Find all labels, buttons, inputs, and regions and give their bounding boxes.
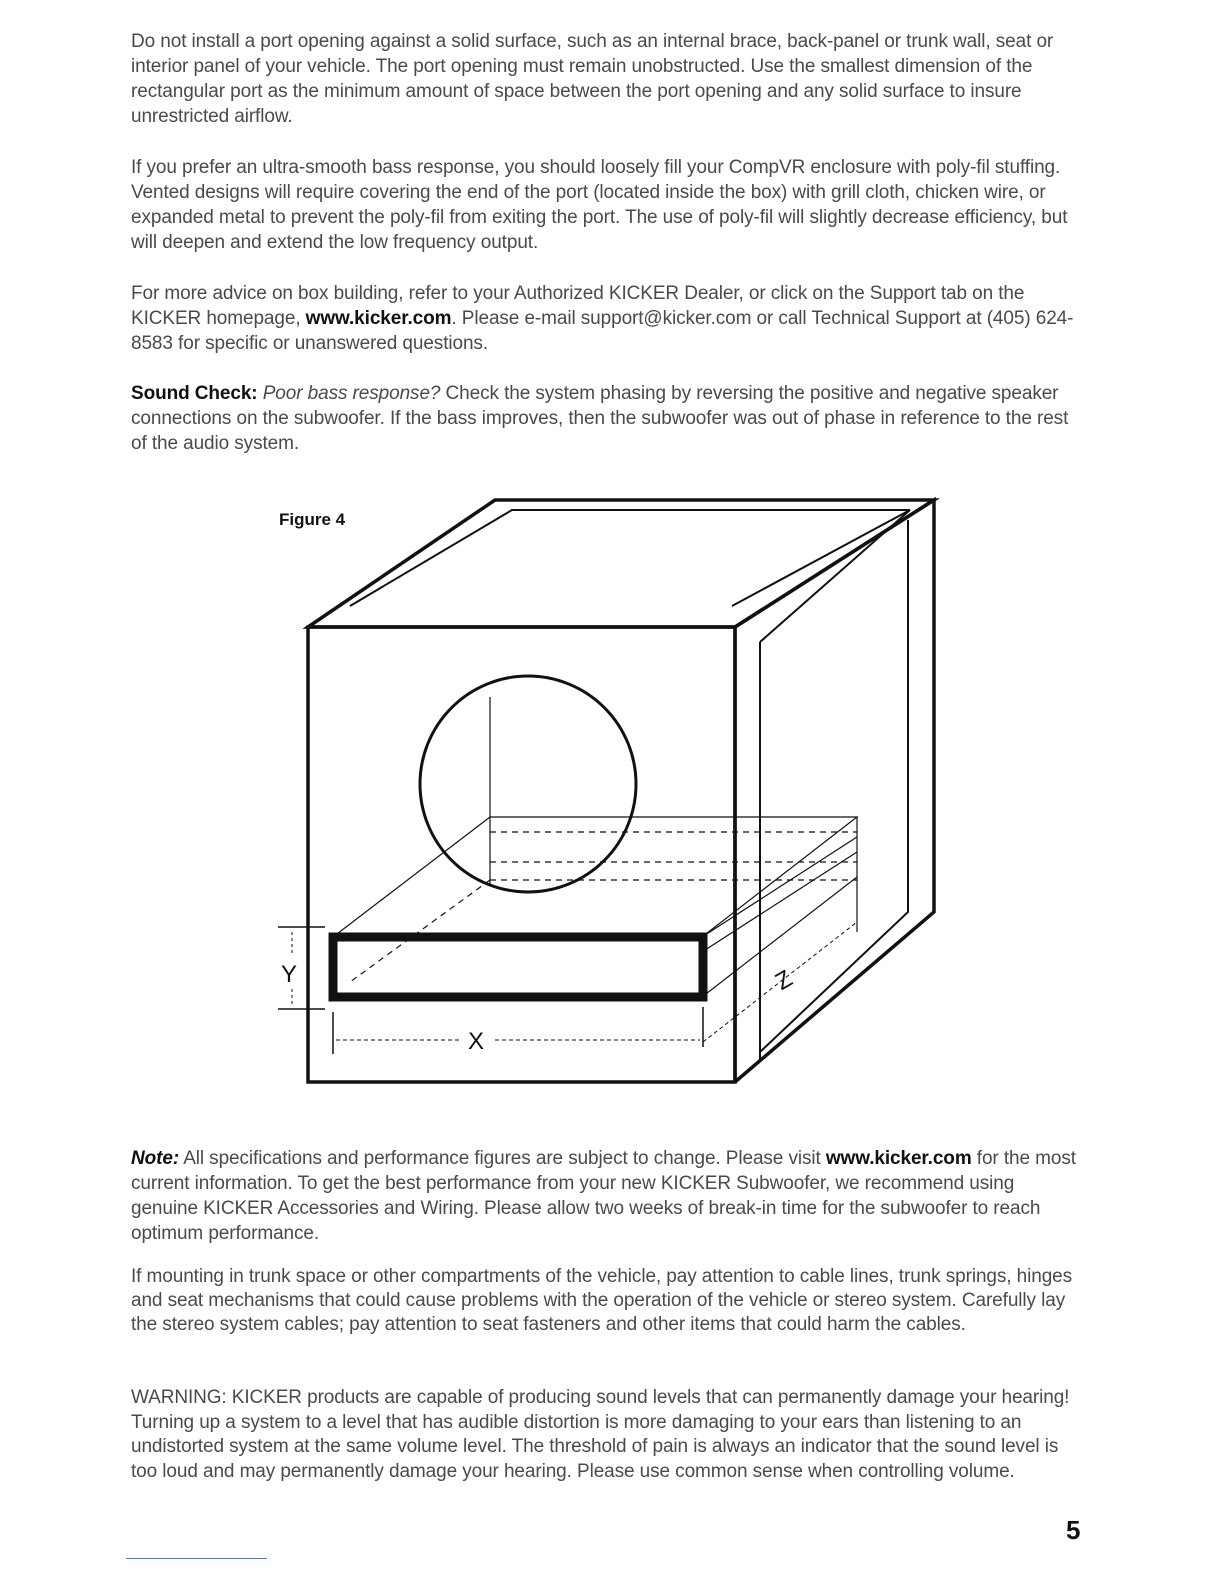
paragraph-warning: WARNING: KICKER products are capable of producing sound levels that can permanently damage your hearing! Turning up a system to a level that has audible distortion is more damaging to your ears than listening to an undistorted system at the same volume level. The threshold of pain is always an indicator that the sound level is too loud and may permanently damage your hearing. Please use common sense when controlling volume. [131,1387,1070,1482]
note-heading: Note: [131,1148,180,1169]
paragraph-note [131,1146,1081,1246]
figure-label: Figure 4 [279,510,346,529]
box-top-panel [308,500,934,627]
dim-z-label: Z [770,965,798,996]
speaker-cutout [420,676,636,892]
paragraph-sound-check [131,381,1081,456]
paragraph-mounting: If mounting in trunk space or other compartments of the vehicle, pay attention to cable lines, trunk springs, hinges and seat mechanisms that could cause problems with the operation of the vehicle or stereo system. Carefully lay the stereo system cables; pay attention to seat fasteners and other items that could harm the cables. [131,1266,1073,1335]
paragraph-box-building-advice [131,281,1081,356]
p3-text-before: For more advice on box building, refer to your Authorized KICKER Dealer, or click on the Support tab on the KICKER homepage, [131,283,1025,329]
figure-4-enclosure-diagram [270,492,950,1092]
paragraph-port-placement: Do not install a port opening against a solid surface, such as an internal brace, back-panel or trunk wall, seat or interior panel of your vehicle. The port opening must remain unobstructed. Use the smallest dimension of the rectangular port as the minimum amount of space between the port opening and any solid surface to insure unrestricted airflow. [131,31,1054,127]
dim-x-label: X [468,1028,485,1055]
sound-check-question: Poor bass response? [262,383,441,404]
port-top-surface [333,817,857,937]
kicker-homepage-link[interactable]: www.kicker.com [305,308,452,329]
dim-y-label: Y [281,961,298,988]
kicker-website-link[interactable]: www.kicker.com [825,1148,972,1169]
p5-text-before: All specifications and performance figures are subject to change. Please visit [179,1148,826,1169]
sound-check-text: Check the system phasing by reversing the positive and negative speaker connections on the subwoofer. If the bass improves, then the subwoofer was out of phase in reference to the rest of the audio system. [131,383,1069,454]
p3-text-after: . Please e-mail support@kicker.com or call Technical Support at (405) 624-8583 for specific or unanswered questions. [131,308,1074,354]
footer-rule [126,1558,267,1559]
port-opening [333,937,703,997]
page-number: 5 [1066,1515,1081,1545]
p5-text-after: for the most current information. To get the best performance from your new KICKER Subwoofer, we recommend using genuine KICKER Accessories and Wiring. Please allow two weeks of break-in time for the subwoofer to reach optimum performance. [131,1148,1076,1244]
paragraph-poly-fil: If you prefer an ultra-smooth bass response, you should loosely fill your CompVR enclosure with poly-fil stuffing. Vented designs will require covering the end of the port (located inside the box) with grill cloth, chicken wire, or expanded metal to prevent the poly-fil from exiting the port. The use of poly-fil will slightly decrease efficiency, but will deepen and extend the low frequency output. [131,157,1068,253]
port-hidden-diagonal [350,880,490,982]
box-front-panel [308,627,735,1082]
box-top-inner-edge [350,510,910,606]
sound-check-heading: Sound Check: [131,383,258,404]
